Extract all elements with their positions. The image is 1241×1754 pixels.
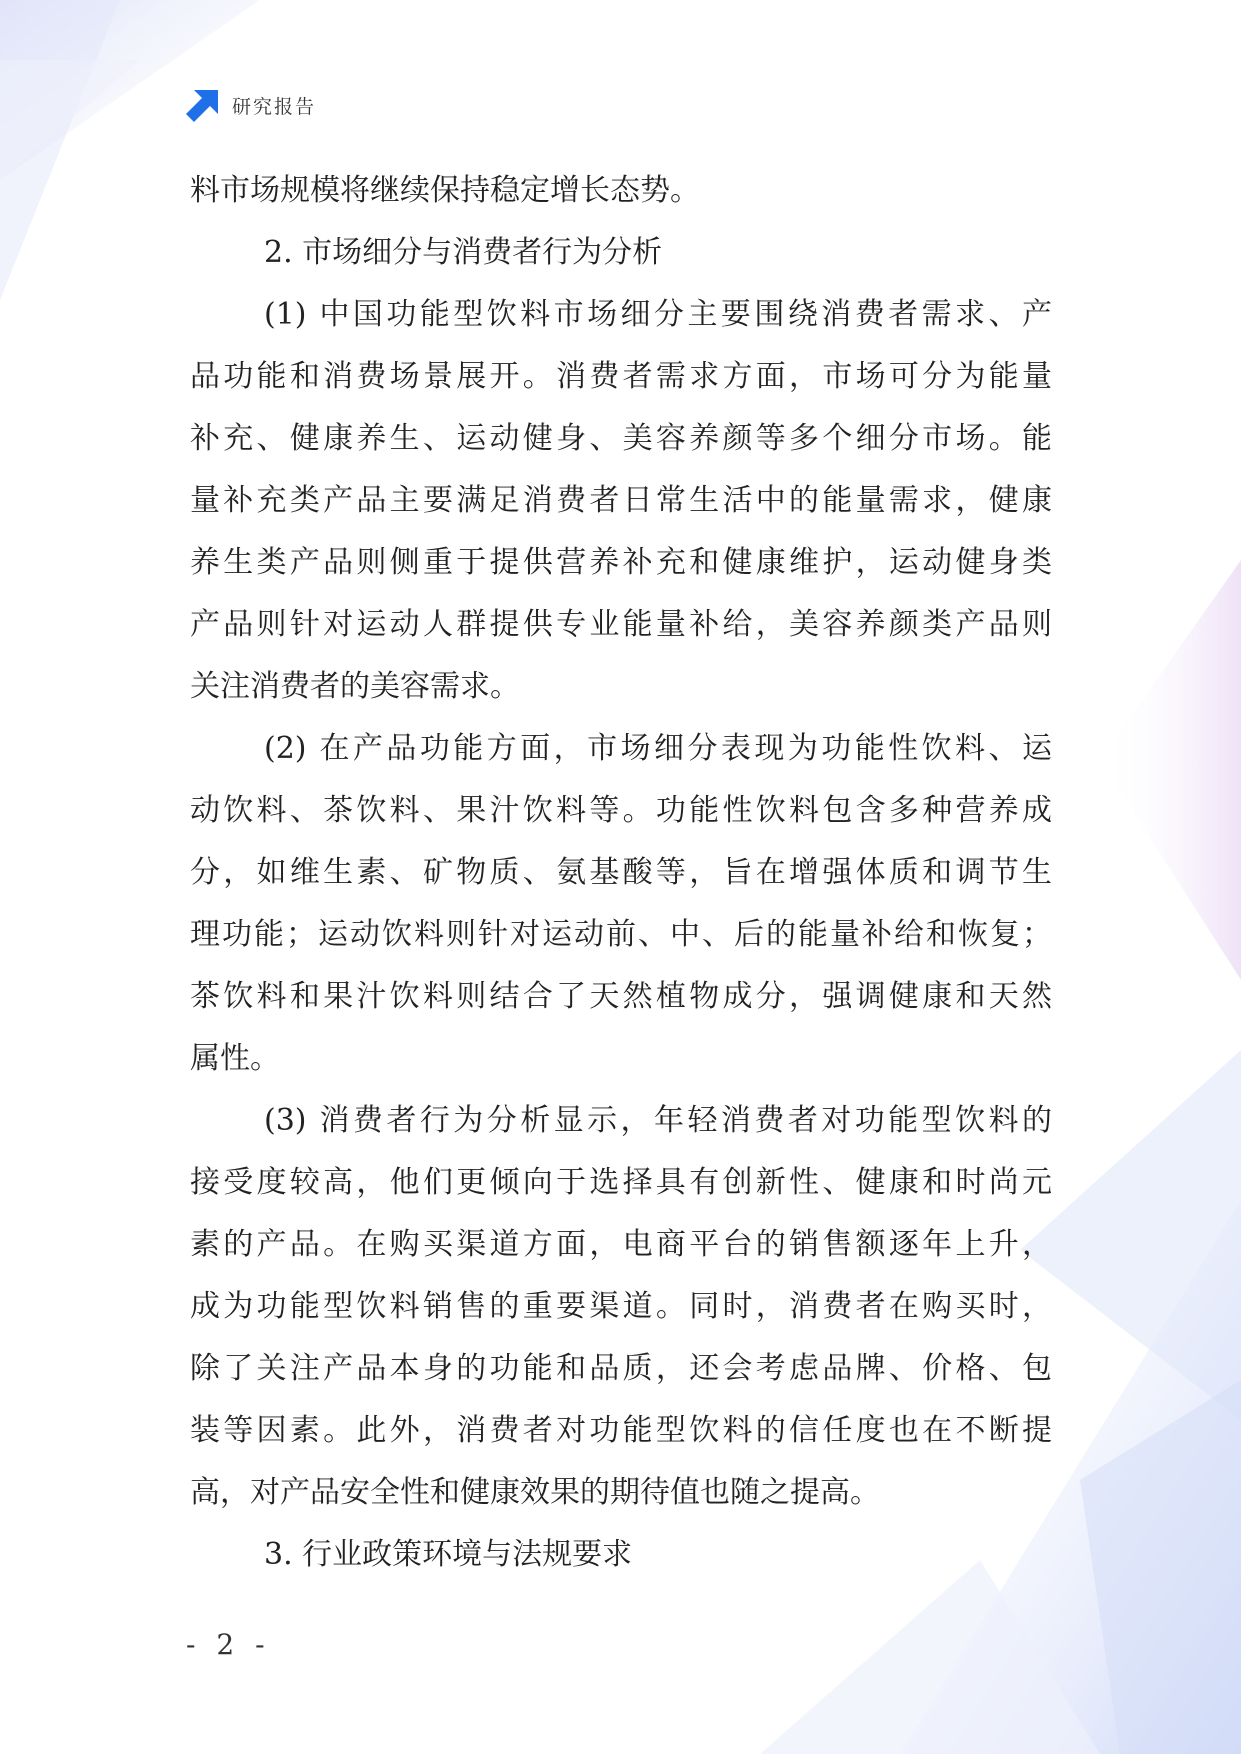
paragraph-line: 属性。 [190,1041,280,1076]
document-body [190,160,1052,1586]
paragraph-line: (1) 中国功能型饮料市场细分主要围绕消费者需求、产 [264,297,1052,332]
arrow-up-right-icon [186,88,220,122]
paragraph-line: 分，如维生素、矿物质、氨基酸等，旨在增强体质和调节生 [190,855,1052,890]
header-title: 研究报告 [232,95,317,118]
paragraph-line: 品功能和消费场景展开。消费者需求方面，市场可分为能量 [190,359,1052,394]
paragraph-line: 茶饮料和果汁饮料则结合了天然植物成分，强调健康和天然 [190,979,1052,1014]
paragraph-line: 料市场规模将继续保持稳定增长态势。 [190,173,700,208]
report-header [186,88,316,122]
paragraph-line: 素的产品。在购买渠道方面，电商平台的销售额逐年上升， [190,1227,1052,1262]
paragraph-line: 补充、健康养生、运动健身、美容养颜等多个细分市场。能 [190,421,1052,456]
paragraph-line: 除了关注产品本身的功能和品质，还会考虑品牌、价格、包 [190,1351,1052,1386]
paragraph-line: 装等因素。此外，消费者对功能型饮料的信任度也在不断提 [190,1413,1052,1448]
paragraph-line: 关注消费者的美容需求。 [190,669,520,704]
page-number: - 2 - [186,1628,271,1661]
section-heading: 3. 行业政策环境与法规要求 [264,1537,633,1572]
section-heading: 2. 市场细分与消费者行为分析 [264,235,663,270]
paragraph-line: 接受度较高，他们更倾向于选择具有创新性、健康和时尚元 [190,1165,1052,1200]
paragraph-line: 成为功能型饮料销售的重要渠道。同时，消费者在购买时， [190,1289,1052,1324]
paragraph-line: (3) 消费者行为分析显示，年轻消费者对功能型饮料的 [264,1103,1052,1138]
paragraph-line: 动饮料、茶饮料、果汁饮料等。功能性饮料包含多种营养成 [190,793,1052,828]
paragraph-line: 产品则针对运动人群提供专业能量补给，美容养颜类产品则 [190,607,1052,642]
paragraph-line: 量补充类产品主要满足消费者日常生活中的能量需求，健康 [190,483,1052,518]
paragraph-line: 养生类产品则侧重于提供营养补充和健康维护，运动健身类 [190,545,1052,580]
paragraph-line: (2) 在产品功能方面，市场细分表现为功能性饮料、运 [264,731,1052,766]
paragraph-line: 高，对产品安全性和健康效果的期待值也随之提高。 [190,1475,880,1510]
paragraph-line: 理功能；运动饮料则针对运动前、中、后的能量补给和恢复； [190,917,1052,952]
